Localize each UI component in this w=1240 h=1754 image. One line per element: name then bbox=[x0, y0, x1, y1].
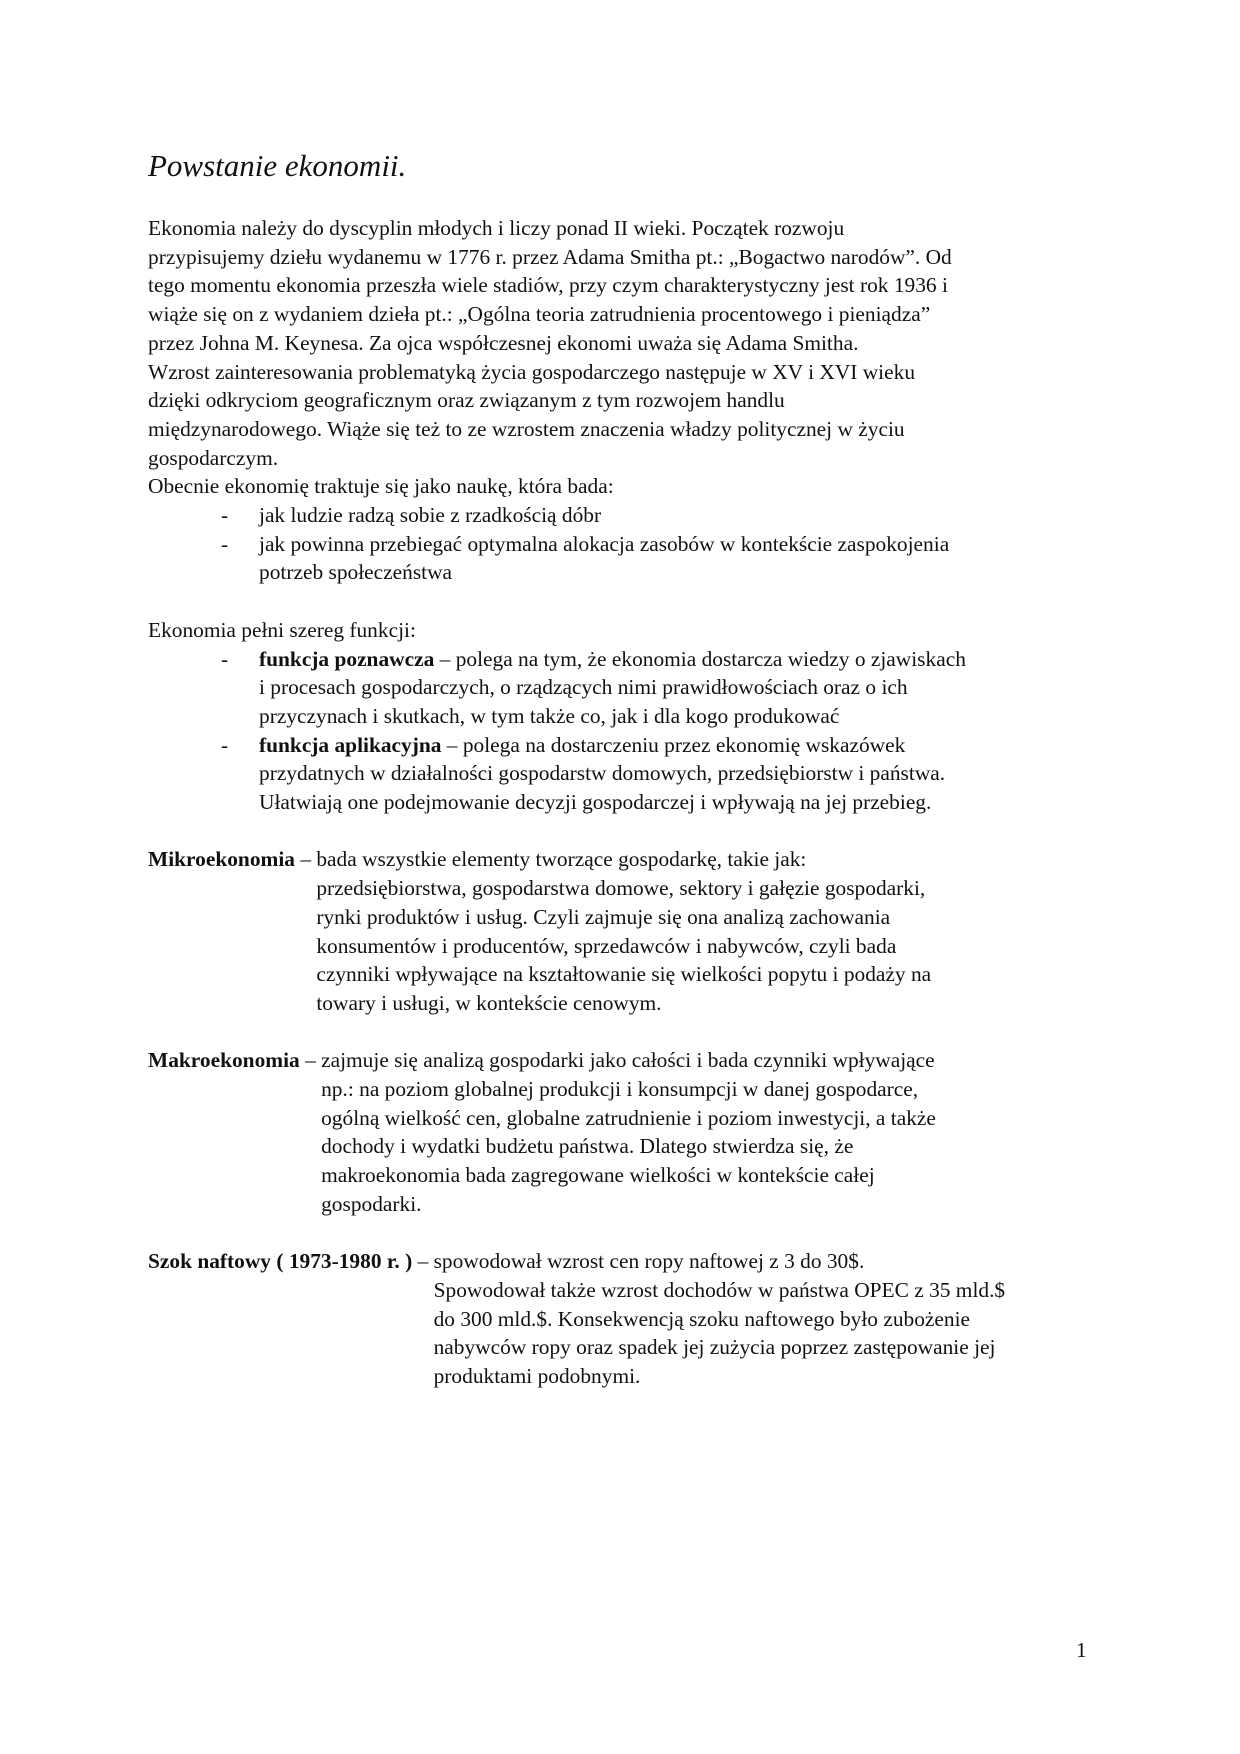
page-title: Powstanie ekonomii. bbox=[148, 148, 407, 183]
definition-microeconomics: Mikroekonomia – bada wszystkie elementy tworzące gospodarkę, takie jak: przedsiębiorstwa, gospodarstwa domowe, sektory i gałęzie gospodarki, rynki produktów i usług. Czyli zajmuje się ona analizą zachowania konsumentów i producentów, sprzedawców i nabywców, czyli bada czynniki wpływające na kształtowanie się wielkości popytu i podaży na towary i usługi, w kontekście cenowym. bbox=[148, 845, 1098, 1017]
definition-macroeconomics: Makroekonomia – zajmuje się analizą gospodarki jako całości i bada czynniki wpływające np.: na poziom globalnej produkcji i konsumpcji w danej gospodarce, ogólną wielkość cen, globalne zatrudnienie i poziom inwestycji, a także dochody i wydatki budżetu państwa. Dlatego stwierdza się, że makroekonomia bada zagregowane wielkości w kontekście całej gospodarki. bbox=[148, 1046, 1098, 1218]
definition-text: spowodował wzrost cen ropy naftowej z 3 do 30$. Spowodował także wzrost dochodów w państwa OPEC z 35 mld.$ do 300 mld.$. Konsekwencją szoku naftowego było zubożenie nabywców ropy oraz spadek jej zużycia poprzez zastępowanie jej produktami podobnymi. bbox=[433, 1249, 1006, 1389]
list-item: - funkcja aplikacyjna – polega na dostarczeniu przez ekonomię wskazówek przydatnych w działalności gospodarstw domowych, przedsiębiorstw i państwa. Ułatwiają one podejmowanie decyzji gospodarczej i wpływają na jej przebieg. bbox=[221, 732, 946, 815]
function-term: funkcja aplikacyjna bbox=[259, 732, 442, 757]
paragraph-gap bbox=[148, 1018, 1098, 1047]
paragraph-gap bbox=[148, 1219, 1098, 1248]
definition-text: bada wszystkie elementy tworzące gospodarkę, takie jak: przedsiębiorstwa, gospodarstwa domowe, sektory i gałęzie gospodarki, rynki produktów i usług. Czyli zajmuje się ona analizą zachowania konsumentów i producentów, sprzedawców i nabywców, czyli bada czynniki wpływające na kształtowanie się wielkości popytu i podaży na towary i usługi, w kontekście cenowym. bbox=[316, 847, 932, 1015]
dash-bullet: - bbox=[221, 646, 229, 671]
definition-text: zajmuje się analizą gospodarki jako całości i bada czynniki wpływające np.: na poziom globalnej produkcji i konsumpcji w danej gospodarce, ogólną wielkość cen, globalne zatrudnienie i poziom inwestycji, a także dochody i wydatki budżetu państwa. Dlatego stwierdza się, że makroekonomia bada zagregowane wielkości w kontekście całej gospodarki. bbox=[321, 1048, 936, 1216]
scope-list bbox=[148, 501, 1098, 587]
definition-term: Makroekonomia bbox=[148, 1048, 300, 1073]
document-body bbox=[148, 214, 1098, 1391]
history-paragraph: Wzrost zainteresowania problematyką życia gospodarczego następuje w XV i XVI wieku dzięki odkryciom geograficznym oraz związanym z tym rozwojem handlu międzynarodowego. Wiąże się też to ze wzrostem znaczenia władzy politycznej w życiu gospodarczym. bbox=[148, 359, 916, 470]
list-item: - funkcja poznawcza – polega na tym, że ekonomia dostarcza wiedzy o zjawiskach i procesach gospodarczych, o rządzących nimi prawidłowościach oraz o ich przyczynach i skutkach, w tym także co, jak i dla kogo produkować bbox=[221, 646, 966, 728]
function-term: funkcja poznawcza bbox=[259, 646, 435, 671]
dash-bullet: - bbox=[221, 531, 229, 556]
scope-intro: Obecnie ekonomię traktuje się jako naukę, która bada: bbox=[148, 474, 614, 499]
dash-bullet: - bbox=[221, 732, 229, 757]
definition-oil-shock: Szok naftowy ( 1973-1980 r. ) – spowodował wzrost cen ropy naftowej z 3 do 30$. Spowodował także wzrost dochodów w państwa OPEC z 35 mld.$ do 300 mld.$. Konsekwencją szoku naftowego było zubożenie nabywców ropy oraz spadek jej zużycia poprzez zastępowanie jej produktami podobnymi. bbox=[148, 1247, 1098, 1391]
paragraph-gap bbox=[148, 817, 1098, 846]
definition-term: Mikroekonomia bbox=[148, 847, 295, 872]
functions-list bbox=[148, 645, 1098, 817]
definition-term: Szok naftowy ( 1973-1980 r. ) bbox=[148, 1249, 413, 1274]
list-item: - jak ludzie radzą sobie z rzadkością dóbr bbox=[148, 501, 1098, 530]
list-item: - jak powinna przebiegać optymalna alokacja zasobów w kontekście zaspokojenia potrzeb społeczeństwa bbox=[221, 531, 950, 585]
intro-paragraph: Ekonomia należy do dyscyplin młodych i liczy ponad II wieki. Początek rozwoju przypisujemy dziełu wydanemu w 1776 r. przez Adama Smitha pt.: „Bogactwo narodów”. Od tego momentu ekonomia przeszła wiele stadiów, przy czym charakterystyczny jest rok 1936 i wiąże się on z wydaniem dzieła pt.: „Ogólna teoria zatrudnienia procentowego i pieniądza” przez Johna M. Keynesa. Za ojca współczesnej ekonomi uważa się Adama Smitha. bbox=[148, 216, 952, 355]
paragraph-gap bbox=[148, 587, 1098, 616]
dash-bullet: - bbox=[221, 503, 229, 528]
functions-intro: Ekonomia pełni szereg funkcji: bbox=[148, 617, 416, 642]
page-number: 1 bbox=[1076, 1638, 1087, 1662]
